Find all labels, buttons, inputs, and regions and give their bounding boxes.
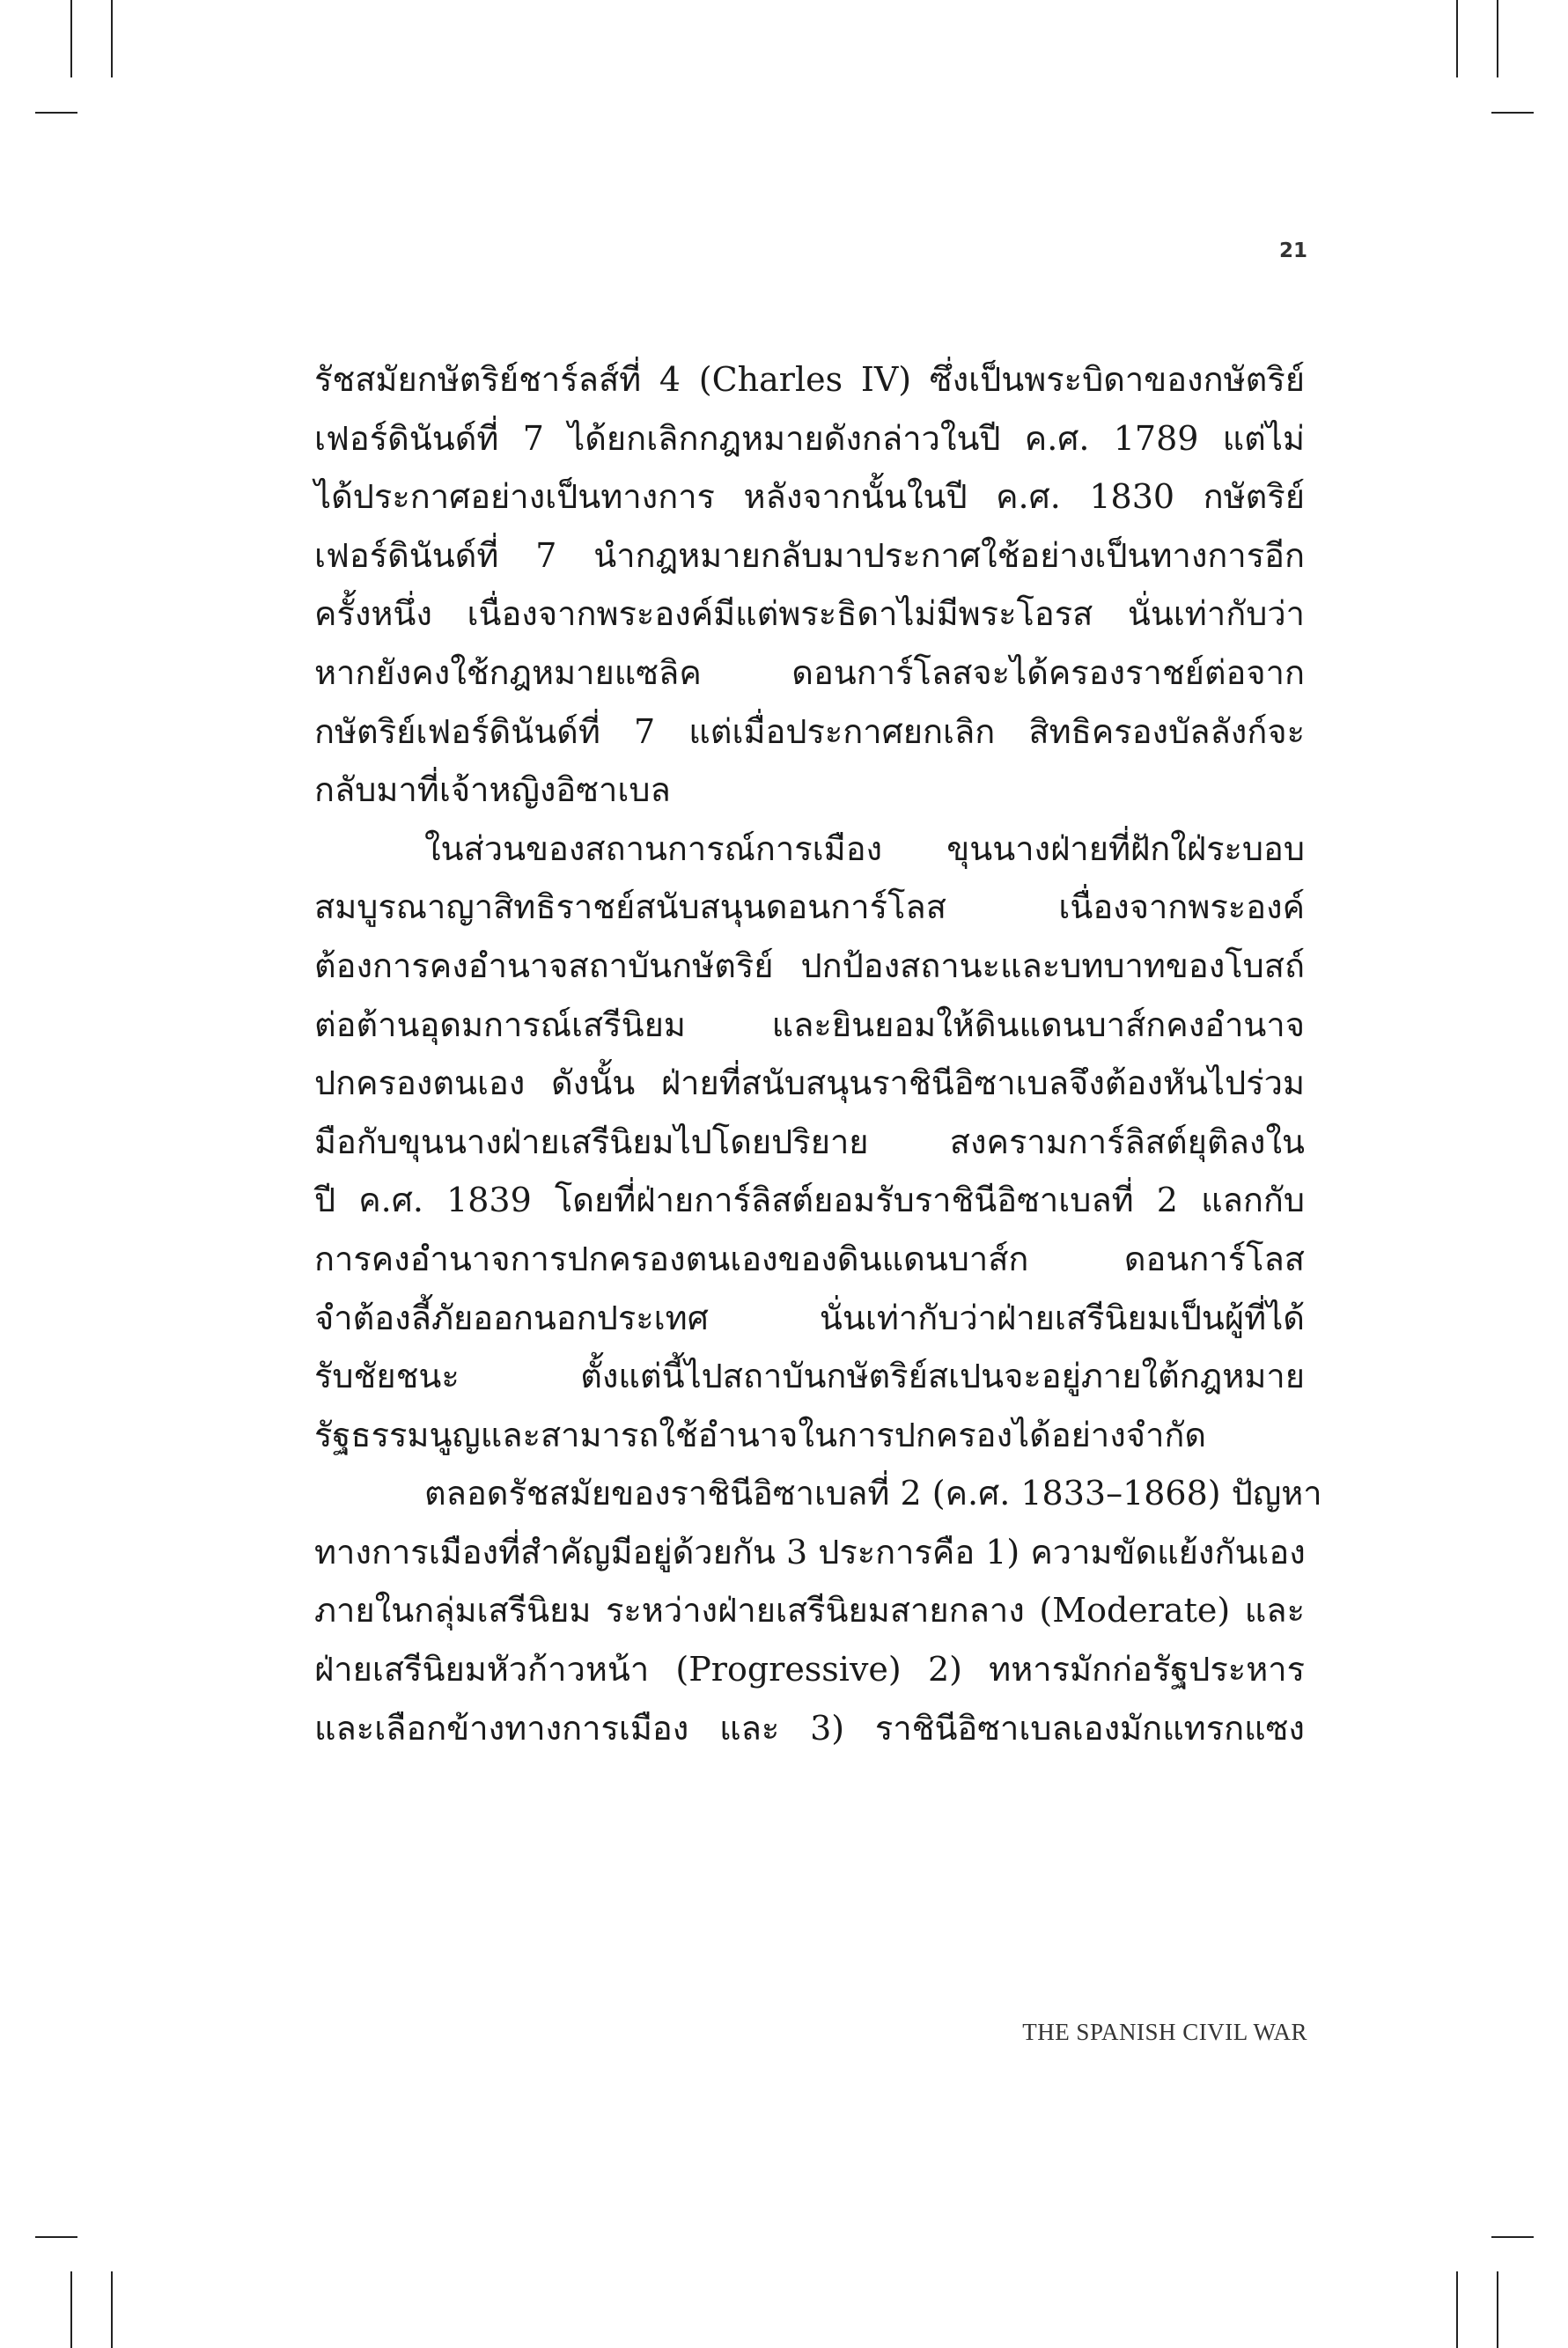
- text-line: เฟอร์ดินันด์ที่ 7 นำกฎหมายกลับมาประกาศใช้อย่างเป็นทางการอีก: [314, 535, 1305, 575]
- text-line: ในส่วนของสถานการณ์การเมือง ขุนนางฝ่ายที่ฝักใฝ่ระบอบ: [424, 828, 1305, 868]
- crop-mark-top-right-vertical-inner: [1497, 0, 1498, 77]
- text-line: ต้องการคงอำนาจสถาบันกษัตริย์ ปกป้องสถานะและบทบาทของโบสถ์: [314, 946, 1305, 985]
- crop-mark-top-right-horizontal: [1491, 112, 1534, 114]
- text-line: สมบูรณาญาสิทธิราชย์สนับสนุนดอนการ์โลส เนื่องจากพระองค์: [314, 887, 1305, 927]
- crop-mark-bottom-right-vertical-inner: [1497, 2271, 1498, 2348]
- text-line: ได้ประกาศอย่างเป็นทางการ หลังจากนั้นในปี ค.ศ. 1830 กษัตริย์: [314, 477, 1305, 517]
- paragraph-1: [314, 350, 1305, 820]
- text-line: ปกครองตนเอง ดังนั้น ฝ่ายที่สนับสนุนราชินีอิซาเบลจึงต้องหันไปร่วม: [314, 1064, 1305, 1103]
- crop-mark-bottom-left-horizontal: [35, 2236, 77, 2238]
- text-line: ต่อต้านอุดมการณ์เสรีนิยม และยินยอมให้ดินแดนบาส์กคงอำนาจ: [314, 1005, 1305, 1044]
- text-line: รัฐธรรมนูญและสามารถใช้อำนาจในการปกครองได้อย่างจำกัด: [314, 1415, 1207, 1454]
- paragraph-3: [314, 1464, 1322, 1757]
- crop-mark-top-left-vertical-inner: [111, 0, 113, 77]
- text-line: รัชสมัยกษัตริย์ชาร์ลส์ที่ 4 (Charles IV) ซึ่งเป็นพระบิดาของกษัตริย์: [314, 360, 1305, 399]
- text-line: หากยังคงใช้กฎหมายแซลิค ดอนการ์โลสจะได้ครองราชย์ต่อจาก: [314, 652, 1305, 692]
- text-line: และเลือกข้างทางการเมือง และ 3) ราชินีอิซาเบลเองมักแทรกแซง: [314, 1708, 1305, 1748]
- text-line: กษัตริย์เฟอร์ดินันด์ที่ 7 แต่เมื่อประกาศยกเลิก สิทธิครองบัลลังก์จะ: [314, 711, 1305, 751]
- crop-mark-bottom-left-vertical: [70, 2271, 72, 2348]
- text-line: จำต้องลี้ภัยออกนอกประเทศ นั่นเท่ากับว่าฝ่ายเสรีนิยมเป็นผู้ที่ได้: [314, 1298, 1305, 1337]
- text-line: ฝ่ายเสรีนิยมหัวก้าวหน้า (Progressive) 2) ทหารมักก่อรัฐประหาร: [314, 1650, 1305, 1689]
- body-text: [314, 350, 1322, 1757]
- crop-mark-top-left-horizontal: [35, 112, 77, 114]
- text-line: การคงอำนาจการปกครองตนเองของดินแดนบาส์ก ดอนการ์โลส: [314, 1239, 1305, 1278]
- text-line: ตลอดรัชสมัยของราชินีอิซาเบลที่ 2 (ค.ศ. 1833–1868) ปัญหา: [424, 1474, 1322, 1513]
- paragraph-2: [314, 820, 1305, 1465]
- page-number: 21: [1278, 239, 1307, 262]
- running-footer-title: THE SPANISH CIVIL WAR: [1022, 2019, 1307, 2045]
- crop-mark-bottom-right-horizontal: [1491, 2236, 1534, 2238]
- text-line: มือกับขุนนางฝ่ายเสรีนิยมไปโดยปริยาย สงครามการ์ลิสต์ยุติลงใน: [314, 1122, 1305, 1161]
- text-line: ภายในกลุ่มเสรีนิยม ระหว่างฝ่ายเสรีนิยมสายกลาง (Moderate) และ: [314, 1591, 1305, 1630]
- text-line: เฟอร์ดินันด์ที่ 7 ได้ยกเลิกกฎหมายดังกล่าวในปี ค.ศ. 1789 แต่ไม่: [314, 418, 1305, 458]
- text-line: ครั้งหนึ่ง เนื่องจากพระองค์มีแต่พระธิดาไม่มีพระโอรส นั่นเท่ากับว่า: [314, 594, 1305, 634]
- crop-mark-top-left-vertical: [70, 0, 72, 77]
- text-line: ปี ค.ศ. 1839 โดยที่ฝ่ายการ์ลิสต์ยอมรับราชินีอิซาเบลที่ 2 แลกกับ: [314, 1181, 1305, 1220]
- crop-mark-bottom-right-vertical: [1456, 2271, 1458, 2348]
- text-line: ทางการเมืองที่สำคัญมีอยู่ด้วยกัน 3 ประการคือ 1) ความขัดแย้งกันเอง: [314, 1532, 1306, 1571]
- text-line: รับชัยชนะ ตั้งแต่นี้ไปสถาบันกษัตริย์สเปนจะอยู่ภายใต้กฎหมาย: [314, 1357, 1305, 1396]
- text-line: กลับมาที่เจ้าหญิงอิซาเบล: [314, 770, 671, 810]
- crop-mark-top-right-vertical: [1456, 0, 1458, 77]
- crop-mark-bottom-left-vertical-inner: [111, 2271, 113, 2348]
